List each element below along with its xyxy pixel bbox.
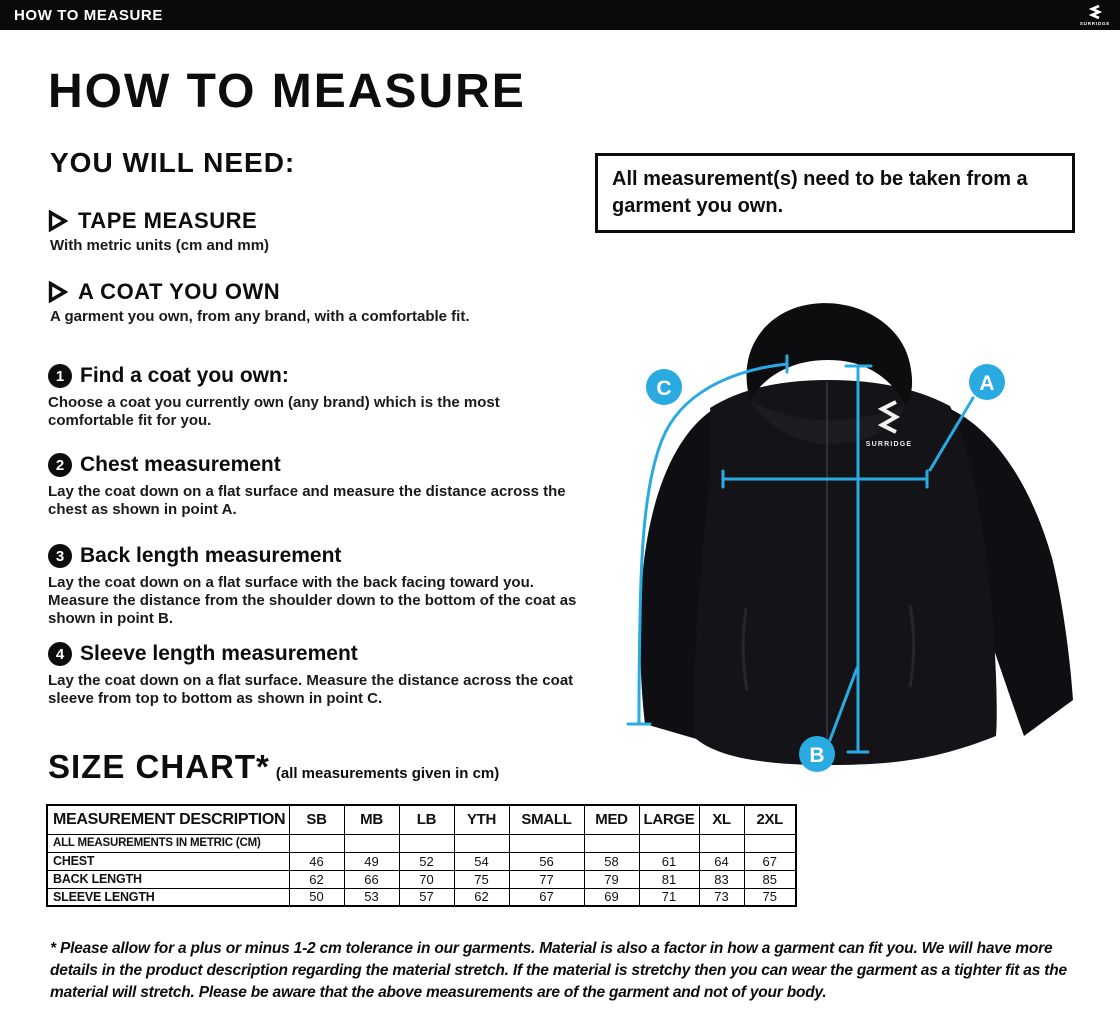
- cell: 79: [584, 870, 639, 888]
- cell: 50: [289, 888, 344, 906]
- col-header: LB: [399, 805, 454, 834]
- tolerance-footnote: * Please allow for a plus or minus 1-2 cm tolerance in our garments. Material is also a factor in how a garment can fit you. We will have more details in the product description regarding the material stretch. If the material is stretchy then you can wear the garment as a tighter fit as the material will stretch. Please be aware that the above measurements are of the garment and not of your body.: [50, 940, 1067, 1001]
- page-title: HOW TO MEASURE: [48, 65, 526, 118]
- col-header: MEASUREMENT DESCRIPTION: [47, 805, 289, 834]
- cell: 73: [699, 888, 744, 906]
- cell: 70: [399, 870, 454, 888]
- row-label: SLEEVE LENGTH: [47, 888, 289, 906]
- step-number-badge: 3: [48, 544, 72, 568]
- col-header: 2XL: [744, 805, 796, 834]
- table-row-chest: [47, 852, 796, 870]
- surridge-logo-icon: [1080, 4, 1112, 27]
- table-header-row: [47, 805, 796, 834]
- point-a-label: A: [979, 372, 995, 395]
- step-title: Back length measurement: [80, 544, 342, 567]
- step-title: Chest measurement: [80, 453, 281, 476]
- need-title: A COAT YOU OWN: [78, 279, 281, 304]
- cell: 61: [639, 852, 699, 870]
- jacket-illustration: [600, 290, 1120, 810]
- cell: 75: [454, 870, 509, 888]
- cell: 58: [584, 852, 639, 870]
- cell: 66: [344, 870, 399, 888]
- step-title: Find a coat you own:: [80, 364, 289, 387]
- size-chart-table: [46, 804, 797, 907]
- col-header: SMALL: [509, 805, 584, 834]
- step-desc: Lay the coat down on a flat surface. Measure the distance across the coat sleeve from top to bottom as shown in point C.: [48, 672, 574, 707]
- cell: 62: [289, 870, 344, 888]
- table-row-sleeve-length: [47, 888, 796, 906]
- triangle-bullet-icon: [48, 210, 68, 232]
- col-header: SB: [289, 805, 344, 834]
- metric-note: ALL MEASUREMENTS IN METRIC (CM): [47, 834, 289, 852]
- table-metric-note-row: [47, 834, 796, 852]
- top-bar: [0, 0, 1120, 30]
- cell: 67: [744, 852, 796, 870]
- cell: 69: [584, 888, 639, 906]
- cell: 71: [639, 888, 699, 906]
- need-item-coat: [48, 279, 588, 325]
- point-c-label: C: [656, 377, 672, 400]
- cell: 52: [399, 852, 454, 870]
- col-header: MED: [584, 805, 639, 834]
- col-header: MB: [344, 805, 399, 834]
- step-number-badge: 1: [48, 364, 72, 388]
- step-desc: Choose a coat you currently own (any brand) which is the most comfortable fit for you.: [48, 394, 500, 429]
- step-desc: Lay the coat down on a flat surface and measure the distance across the chest as shown in point A.: [48, 483, 566, 518]
- step-number-badge: 2: [48, 453, 72, 477]
- cell: 85: [744, 870, 796, 888]
- cell: 62: [454, 888, 509, 906]
- cell: 53: [344, 888, 399, 906]
- step-3: [48, 544, 583, 628]
- jacket-measurement-diagram: [600, 290, 1120, 810]
- col-header: XL: [699, 805, 744, 834]
- measurement-note-box: All measurement(s) need to be taken from a garment you own.: [595, 153, 1075, 233]
- cell: 46: [289, 852, 344, 870]
- size-chart-heading: [48, 748, 499, 786]
- cell: 56: [509, 852, 584, 870]
- step-1: [48, 364, 583, 430]
- you-will-need-heading: YOU WILL NEED:: [50, 147, 296, 178]
- step-number-badge: 4: [48, 642, 72, 666]
- triangle-bullet-icon: [48, 281, 68, 303]
- step-4: [48, 642, 583, 708]
- cell: 83: [699, 870, 744, 888]
- cell: 49: [344, 852, 399, 870]
- jacket-chest-logo-text: SURRIDGE: [865, 441, 913, 448]
- table-row-back-length: [47, 870, 796, 888]
- need-desc: A garment you own, from any brand, with a comfortable fit.: [50, 308, 470, 325]
- col-header: LARGE: [639, 805, 699, 834]
- point-b-label: B: [809, 744, 825, 767]
- step-2: [48, 453, 583, 519]
- size-chart-subtitle: (all measurements given in cm): [275, 765, 500, 782]
- need-item-tape-measure: [48, 208, 588, 254]
- need-desc: With metric units (cm and mm): [50, 237, 270, 254]
- col-header: YTH: [454, 805, 509, 834]
- row-label: CHEST: [47, 852, 289, 870]
- cell: 77: [509, 870, 584, 888]
- top-bar-title: HOW TO MEASURE: [14, 6, 163, 24]
- cell: 57: [399, 888, 454, 906]
- cell: 67: [509, 888, 584, 906]
- step-desc: Lay the coat down on a flat surface with the back facing toward you. Measure the distance from the shoulder down to the bottom of the coat as shown in point B.: [48, 574, 577, 627]
- cell: 54: [454, 852, 509, 870]
- need-title: TAPE MEASURE: [78, 208, 258, 233]
- step-title: Sleeve length measurement: [80, 642, 358, 665]
- cell: 81: [639, 870, 699, 888]
- row-label: BACK LENGTH: [47, 870, 289, 888]
- surridge-logo-text: SURRIDGE: [1079, 20, 1110, 26]
- size-chart-title: SIZE CHART*: [48, 748, 270, 785]
- cell: 75: [744, 888, 796, 906]
- cell: 64: [699, 852, 744, 870]
